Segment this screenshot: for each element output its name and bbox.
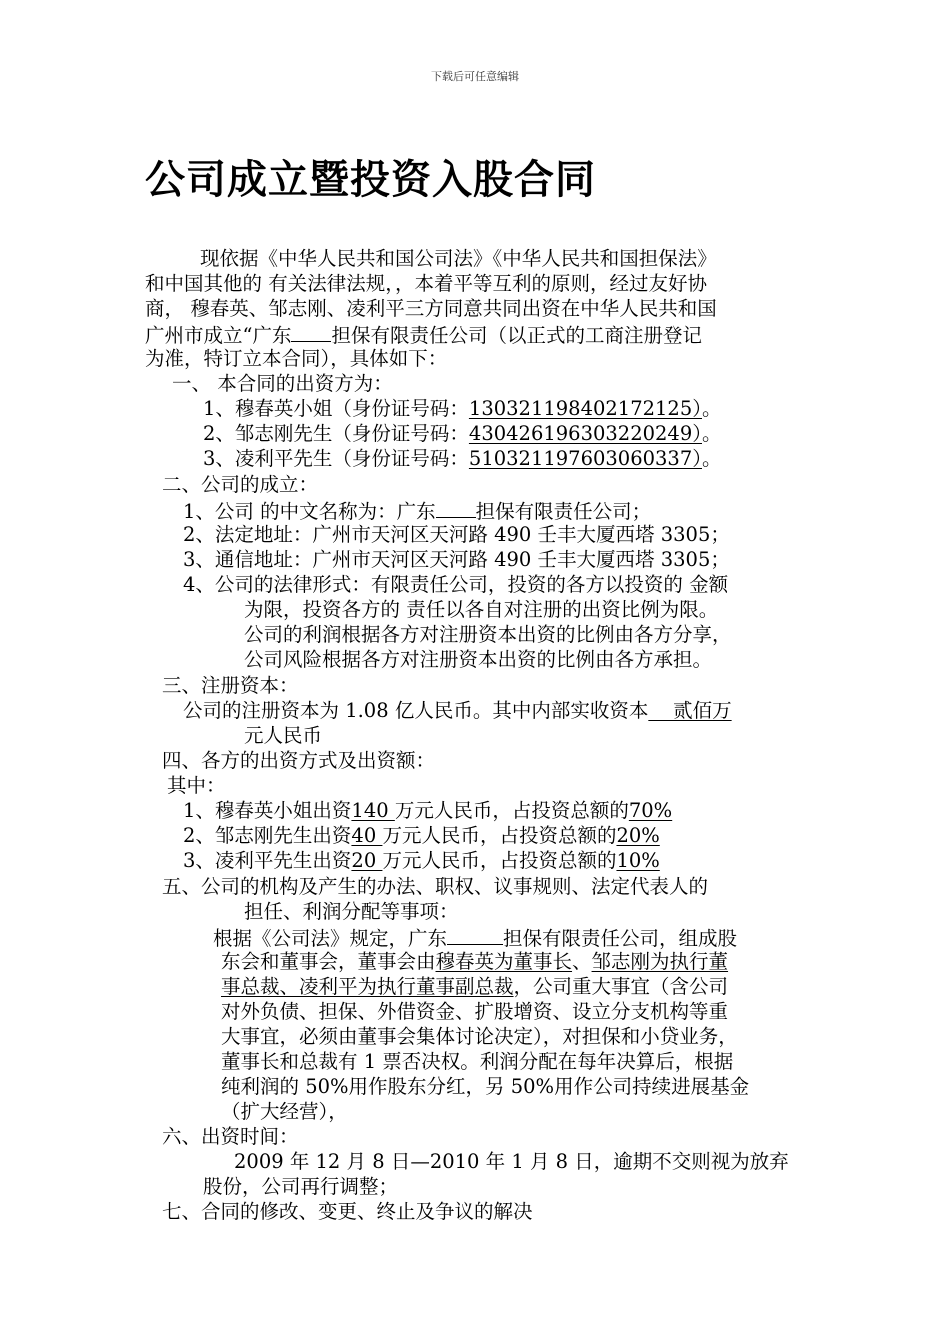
company-name-blank-3 xyxy=(447,924,503,945)
company-name-label: 1、公司 的中文名称为：广东 xyxy=(183,500,436,523)
intro-line-5: 为准，特订立本合同），具体如下： xyxy=(145,347,448,370)
company-name-suffix: 担保有限责任公司； xyxy=(475,500,652,523)
intro-line-3: 商， 穆春英、邹志刚、凌利平三方同意共同出资在中华人民共和国 xyxy=(145,297,717,320)
governance-2-sep: 、 xyxy=(572,950,592,973)
investor-3-end: 。 xyxy=(702,447,722,470)
section-5-heading-1: 五、公司的机构及产生的办法、职权、议事规则、法定代表人的 xyxy=(162,875,709,898)
governance-1-start: 根据《公司法》规定，广东 xyxy=(213,927,448,950)
contribution-1-text: 万元人民币，占投资总额的 xyxy=(394,799,629,822)
mailing-address: 3、通信地址：广州市天河区天河路 490 壬丰大厦西塔 3305； xyxy=(183,548,730,571)
contribution-2-label: 2、邹志刚先生出资 xyxy=(183,824,352,847)
investor-2 xyxy=(203,421,722,446)
company-name-item xyxy=(183,497,651,524)
investor-1-id: 130321198402172125） xyxy=(468,397,702,420)
governance-line-4: 对外负债、担保、外借资金、扩股增资、设立分支机构等重 xyxy=(221,1000,729,1023)
intro-line-2: 和中国其他的 有关法律法规，，本着平等互利的原则，经过友好协 xyxy=(145,272,707,295)
investor-2-end: 。 xyxy=(702,422,722,445)
chairman-role: 穆春英为董事长 xyxy=(435,950,573,973)
governance-1-end: 担保有限责任公司，组成股 xyxy=(503,927,738,950)
section-1-heading: 一、 本合同的出资方为： xyxy=(172,372,393,395)
governance-line-6: 董事长和总裁有 1 票否决权。利润分配在每年决算后，根据 xyxy=(221,1050,734,1073)
section-6-heading: 六、出资时间： xyxy=(162,1125,299,1148)
contribution-3-percent: 10% xyxy=(616,849,660,872)
governance-line-7: 纯利润的 50%用作股东分红，另 50%用作公司持续进展基金 xyxy=(221,1075,750,1098)
contribution-2-percent: 20% xyxy=(616,824,660,847)
governance-line-8: （扩大经营）， xyxy=(221,1100,348,1123)
legal-form-line-2: 为限，投资各方的 责任以各自对注册的出资比例为限。 xyxy=(244,598,719,621)
intro-line-1: 现依据《中华人民共和国公司法》《中华人民共和国担保法》 xyxy=(200,247,717,270)
contribution-3-text: 万元人民币，占投资总额的 xyxy=(382,849,617,872)
investor-2-id: 430426196303220249） xyxy=(468,422,702,445)
contribution-2-amount: 40 xyxy=(351,824,383,847)
section-3-heading: 三、注册资本： xyxy=(162,674,299,697)
governance-line-2 xyxy=(221,949,728,974)
investor-1 xyxy=(203,396,722,421)
investor-1-label: 1、穆春英小姐（身份证号码： xyxy=(203,397,469,420)
contribution-3-amount: 20 xyxy=(351,849,383,872)
contribution-2-text: 万元人民币，占投资总额的 xyxy=(382,824,617,847)
contribution-1-percent: 70% xyxy=(628,799,673,822)
investor-3 xyxy=(203,446,722,471)
section-7-heading: 七、合同的修改、变更、终止及争议的解决 xyxy=(162,1200,533,1223)
timing-line-1: 2009 年 12 月 8 日—2010 年 1 月 8 日，逾期不交则视为放弃 xyxy=(234,1150,789,1173)
section-2-heading: 二、公司的成立： xyxy=(162,473,319,496)
document-title: 公司成立暨投资入股合同 xyxy=(145,157,596,203)
governance-line-3 xyxy=(221,974,728,999)
investor-3-label: 3、凌利平先生（身份证号码： xyxy=(203,447,469,470)
contribution-3 xyxy=(183,848,660,873)
legal-form-line-1: 4、公司的法律形式：有限责任公司，投资的各方以投资的 金额 xyxy=(183,573,729,596)
timing-line-2: 股份，公司再行调整； xyxy=(203,1175,399,1198)
capital-line-1 xyxy=(183,698,732,723)
page-header: 下载后可任意编辑 xyxy=(431,70,519,83)
capital-text: 公司的注册资本为 1.08 亿人民币。其中内部实收资本 xyxy=(183,699,649,722)
section-4-sub: 其中： xyxy=(167,774,226,797)
paid-in-capital: 贰佰万 xyxy=(648,699,732,722)
contribution-1-amount: 140 xyxy=(351,799,395,822)
legal-form-line-4: 公司风险根据各方对注册资本出资的比例由各方承担。 xyxy=(244,648,713,671)
executive-role-start: 邹志刚为执行董 xyxy=(591,950,729,973)
company-name-blank xyxy=(291,321,331,342)
capital-line-2: 元人民币 xyxy=(244,724,323,747)
governance-2-start: 东会和董事会，董事会由 xyxy=(221,950,436,973)
contribution-3-label: 3、凌利平先生出资 xyxy=(183,849,352,872)
contribution-1 xyxy=(183,798,672,823)
governance-line-1 xyxy=(213,924,737,951)
company-name-blank-2 xyxy=(436,497,476,518)
contribution-2 xyxy=(183,823,660,848)
investor-3-id: 510321197603060337） xyxy=(468,447,702,470)
intro-line-4 xyxy=(145,321,702,348)
legal-address: 2、法定地址：广州市天河区天河路 490 壬丰大厦西塔 3305； xyxy=(183,523,730,546)
governance-line-5: 大事宜，必须由董事会集体讨论决定），对担保和小贷业务， xyxy=(221,1025,738,1048)
intro-line-4-start: 广州市成立“广东 xyxy=(145,324,292,347)
investor-2-label: 2、邹志刚先生（身份证号码： xyxy=(203,422,469,445)
executive-role-end: 事总裁、凌利平为执行董事副总裁 xyxy=(221,975,514,998)
contribution-1-label: 1、穆春英小姐出资 xyxy=(183,799,352,822)
legal-form-line-3: 公司的利润根据各方对注册资本出资的比例由各方分享， xyxy=(244,623,732,646)
section-4-heading: 四、各方的出资方式及出资额： xyxy=(162,749,436,772)
investor-1-end: 。 xyxy=(702,397,722,420)
governance-3-end: ，公司重大事宜（含公司 xyxy=(513,975,729,998)
intro-line-4-end: 担保有限责任公司（以正式的工商注册登记 xyxy=(331,324,702,347)
section-5-heading-2: 担任、利润分配等事项： xyxy=(244,900,459,923)
